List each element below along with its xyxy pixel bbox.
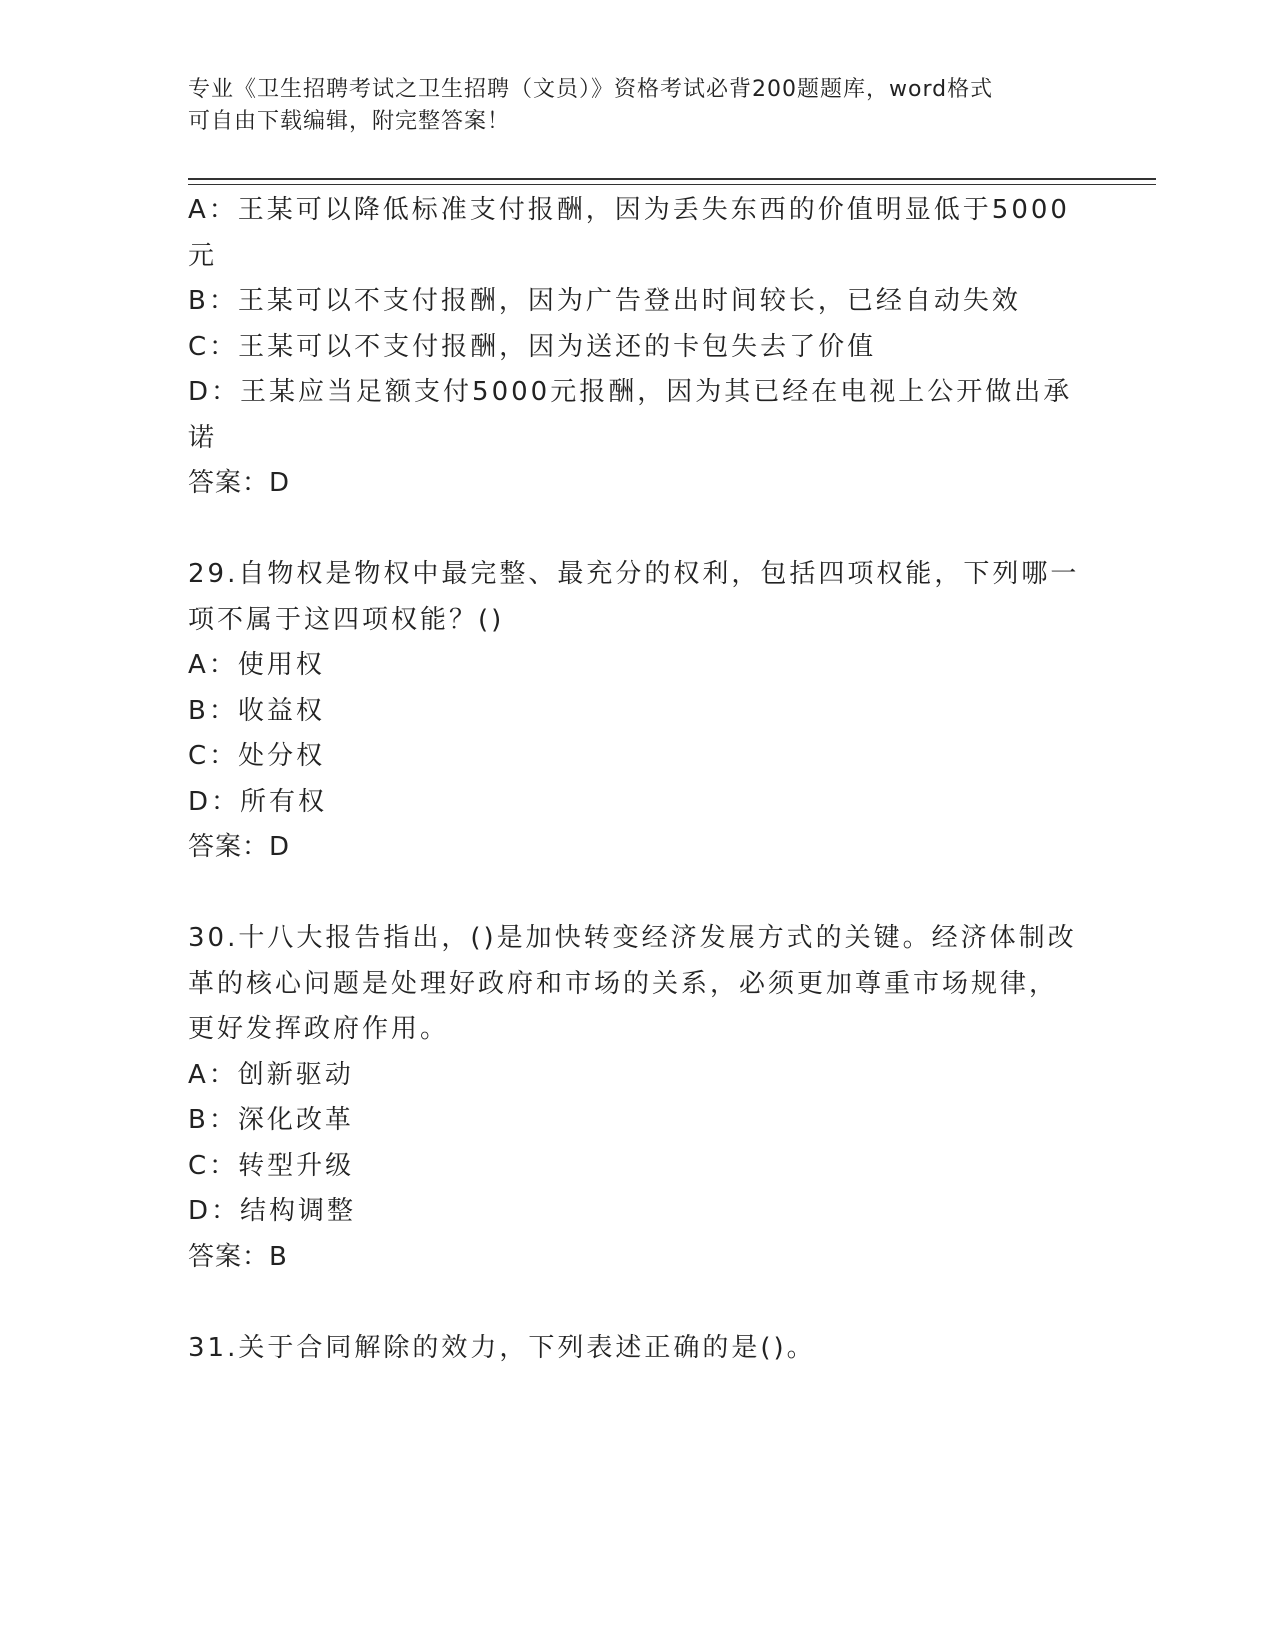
option-c: C：转型升级: [188, 1150, 355, 1181]
question-stem: 31.关于合同解除的效力，下列表述正确的是()。: [188, 1332, 816, 1363]
question-stem: 30.十八大报告指出，()是加快转变经济发展方式的关键。经济体制改: [188, 923, 1077, 953]
question-stem: 革的核心问题是处理好政府和市场的关系，必须更加尊重市场规律，: [188, 968, 1059, 999]
question-list: [188, 188, 1088, 1371]
option-b: B：深化改革: [188, 1105, 354, 1135]
spacer: [188, 507, 1088, 553]
option-a: A：王某可以降低标准支付报酬，因为丢失东西的价值明显低于5000: [188, 195, 1070, 225]
header-divider: [188, 184, 1156, 185]
answer: 答案：B: [188, 1241, 288, 1272]
question-31: [188, 1326, 1088, 1372]
option-c: C：王某可以不支付报酬，因为送还的卡包失去了价值: [188, 331, 877, 362]
spacer: [188, 871, 1088, 917]
option-b: B：收益权: [188, 695, 325, 726]
option-d: D：结构调整: [188, 1196, 357, 1226]
question-stem: 项不属于这四项权能？(): [188, 604, 505, 635]
answer: 答案：D: [188, 468, 291, 498]
question-29: [188, 552, 1088, 871]
header-line: 专业《卫生招聘考试之卫生招聘（文员）》资格考试必背200题题库，word格式: [188, 77, 994, 102]
question-stem: 29.自物权是物权中最完整、最充分的权利，包括四项权能，下列哪一: [188, 559, 1080, 589]
option-d: D：所有权: [188, 786, 328, 817]
option-d: D：王某应当足额支付5000元报酬，因为其已经在电视上公开做出承: [188, 377, 1073, 407]
header-divider: [188, 178, 1156, 180]
option-a: A：创新驱动: [188, 1059, 354, 1090]
option-b: B：王某可以不支付报酬，因为广告登出时间较长，已经自动失效: [188, 286, 1021, 316]
option-d-continued: 诺: [188, 422, 218, 453]
question-28: [188, 188, 1088, 507]
spacer: [188, 1280, 1088, 1326]
option-a-continued: 元: [188, 240, 218, 271]
document-header: [188, 74, 1068, 138]
header-line: 可自由下载编辑，附完整答案！: [188, 109, 511, 134]
option-c: C：处分权: [188, 741, 326, 771]
option-a: A：使用权: [188, 650, 325, 680]
question-stem: 更好发挥政府作用。: [188, 1014, 450, 1044]
question-30: [188, 916, 1088, 1280]
answer: 答案：D: [188, 832, 291, 862]
